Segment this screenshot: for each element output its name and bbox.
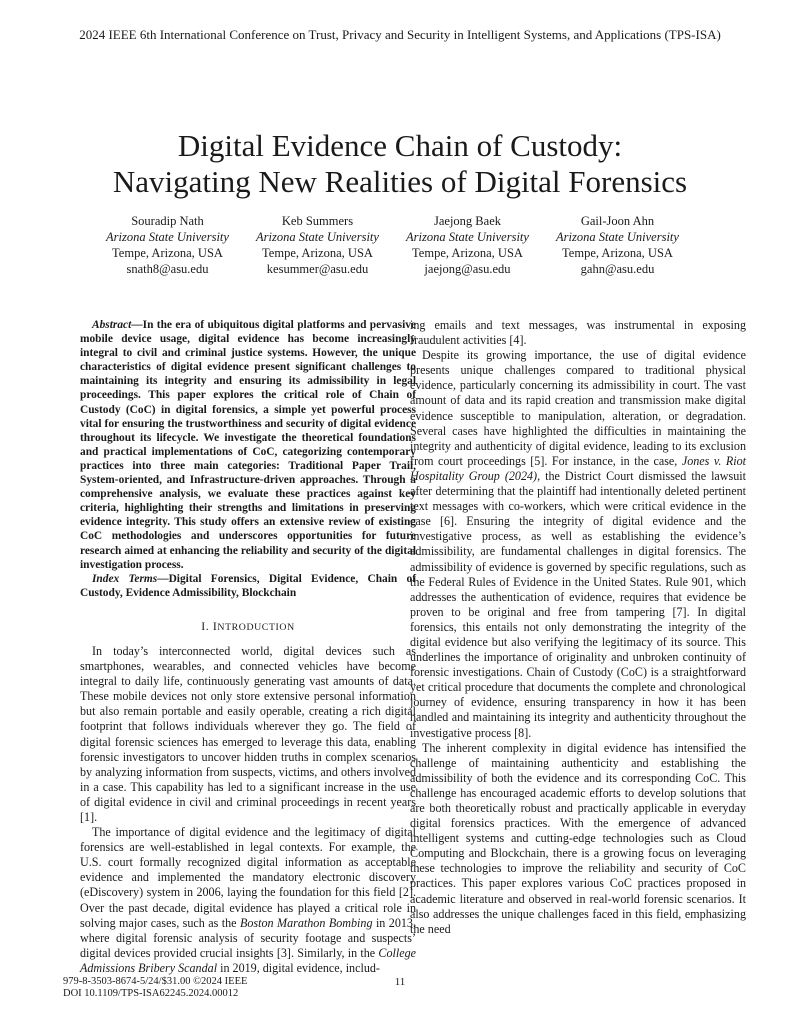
abstract-body: —In the era of ubiquitous digital platforms and pervasive mobile device usage, digital evidence has become increasingly integral to civil and criminal justice systems. However, the unique characteristics of digital evidence present significant challenges to maintaining its integrity and ensuring its admissibility in legal proceedings. This paper explores the critical role of Chain of Custody (CoC) in digital forensics, a simple yet powerful process vital for ensuring the trustworthiness and security of digital evidence throughout its lifecycle. We investigate the theoretical foundations and practical implementations of CoC, categorizing contemporary practices into three main categories: Traditional Paper Trail, System-oriented, and Infrastructure-driven approaches. Through a comprehensive analysis, we evaluate these practices against key criteria, highlighting their strengths and limitations in preserving evidence integrity. This study offers an extensive review of existing CoC methodologies and underscores opportunities for future research aimed at enhancing the reliability and security of the digital investigation process. — [80, 319, 416, 571]
case-name: Boston Marathon Bombing — [240, 915, 373, 930]
intro-paragraph-1: In today’s interconnected world, digital devices such as smartphones, wearables, and connected vehicles have become integral to daily life, continuously generating vast amounts of data. These mobile devices not only store extensive personal information but also remain portable and easily operable, creating a rich digital footprint that follows individuals wherever they go. The field of digital forensic sciences has emerged to leverage this data, enabling forensic investigators to uncover hidden truths in complex scenarios by analyzing information from suspects, victims, and others involved in a case. This capability has led to a significant increase in the use of digital evidence in civil and criminal proceedings in recent years [1]. — [80, 643, 416, 824]
author-block-4 — [530, 213, 705, 277]
intro-paragraph-4: The inherent complexity in digital evidence has intensified the challenge of maintaining authenticity and establishing the admissibility of both the evidence and its corresponding CoC. This challenge has encouraged academic efforts to develop solutions that are both theoretically robust and practically applicable in everyday digital forensics practices. With the emergence of advanced intelligent systems and cutting-edge technologies such as Cloud Computing and Blockchain, there is a growing focus on leveraging these technologies to improve the reliability and security of CoC practices. This paper explores various CoC practices proposed in academic literature and observed in real-world forensic scenarios. It also addresses the unique challenges faced in this field, emphasizing the need — [410, 740, 746, 936]
intro-paragraph-2-cont: ing emails and text messages, was instrumental in exposing fraudulent activities [4]. — [410, 318, 746, 348]
author-location: Tempe, Arizona, USA — [412, 246, 523, 260]
author-name: Jaejong Baek — [434, 214, 501, 228]
intro-paragraph-2: The importance of digital evidence and the legitimacy of digital forensics are well-established in legal contexts. For example, the U.S. court formally recognized digital information as acceptable evidence and implemented the mandatory electronic discovery (eDiscovery) system in 2006, laying the foundation for this field [2]. Over the past decade, digital evidence has played a critical role in solving major cases, such as the Boston Marathon Bombing in 2013, where digital forensic analysis of security footage and suspects’ digital devices provided crucial insights [3]. Similarly, in the College Admissions Bribery Scandal in 2019, digital evidence, includ- — [80, 825, 417, 975]
author-affiliation: Arizona State University — [106, 230, 229, 244]
abstract — [80, 318, 416, 572]
index-terms-body: —Digital Forensics, Digital Evidence, Chain of Custody, Evidence Admissibility, Blockchain — [80, 572, 416, 599]
abstract-lead: Abstract — [92, 319, 132, 331]
author-email: gahn@asu.edu — [580, 262, 655, 276]
author-email: kesummer@asu.edu — [266, 262, 369, 276]
author-location: Tempe, Arizona, USA — [262, 246, 373, 260]
title-line-2: Navigating New Realities of Digital Forensics — [112, 164, 688, 199]
title-line-1: Digital Evidence Chain of Custody: — [177, 128, 623, 163]
intro-paragraph-3: Despite its growing importance, the use of digital evidence presents unique challenges compared to traditional physical evidence, particularly concerning its admissibility in court. The vast amount of data and its rapid creation and transmission make digital evidence susceptible to manipulation, alteration, or degradation. Several cases have highlighted the difficulties in maintaining the integrity and authenticity of digital evidence, leading to its exclusion from court proceedings [5]. For instance, in the case, Jones v. Riot Hospitality Group (2024), the District Court dismissed the lawsuit after determining that the plaintiff had intentionally deleted pertinent text messages with co-workers, which were critical evidence in the case [6]. Ensuring the integrity of digital evidence and the investigative process, as well as establishing the evidence’s admissibility, are fundamental challenges in digital forensics. The admissibility of evidence is governed by specific regulations, such as the Federal Rules of Evidence in the United States. Rule 901, which addresses the authentication of evidence, requires that evidence be proven to be original and free from tampering [7]. In digital forensics, this entails not only demonstrating the integrity of the digital evidence but also verifying the legitimacy of its source. This underlines the importance of originality and unbroken continuity of forensic investigations. Chain of Custody (CoC) is a straightforward yet critical procedure that documents the complete and chronological journey of evidence, ensuring transparency in how it has been handled and maintaining its integrity and authenticity throughout the investigative process [8]. — [410, 348, 747, 740]
author-email: jaejong@asu.edu — [424, 262, 511, 276]
author-location: Tempe, Arizona, USA — [562, 246, 673, 260]
section-heading-introduction: I. INTRODUCTION — [201, 618, 295, 633]
paper-title — [0, 128, 800, 200]
page-number: 11 — [394, 976, 406, 988]
index-terms — [80, 572, 416, 600]
author-location: Tempe, Arizona, USA — [112, 246, 223, 260]
author-block-3 — [380, 213, 555, 277]
author-affiliation: Arizona State University — [406, 230, 529, 244]
index-terms-lead: Index Terms — [92, 572, 158, 585]
author-email: snath8@asu.edu — [126, 262, 209, 276]
case-name: Jones v. Riot Hospitality Group (2024) — [410, 453, 746, 483]
case-name: College Admissions Bribery Scandal — [80, 945, 416, 975]
isbn-line: 979-8-3503-8674-5/24/$31.00 ©2024 IEEE — [63, 976, 248, 987]
conference-header: 2024 IEEE 6th International Conference on Trust, Privacy and Security in Intelligent Systems, and Applications (TPS-ISA) — [79, 27, 721, 42]
author-block-1 — [80, 213, 255, 277]
author-name: Souradip Nath — [131, 214, 204, 228]
author-block-2 — [230, 213, 405, 277]
right-column — [410, 318, 746, 937]
author-name: Gail-Joon Ahn — [580, 214, 655, 228]
left-column — [80, 318, 416, 976]
author-affiliation: Arizona State University — [556, 230, 679, 244]
author-affiliation: Arizona State University — [256, 230, 379, 244]
author-name: Keb Summers — [281, 214, 354, 228]
doi-line: DOI 10.1109/TPS-ISA62245.2024.00012 — [63, 988, 239, 999]
